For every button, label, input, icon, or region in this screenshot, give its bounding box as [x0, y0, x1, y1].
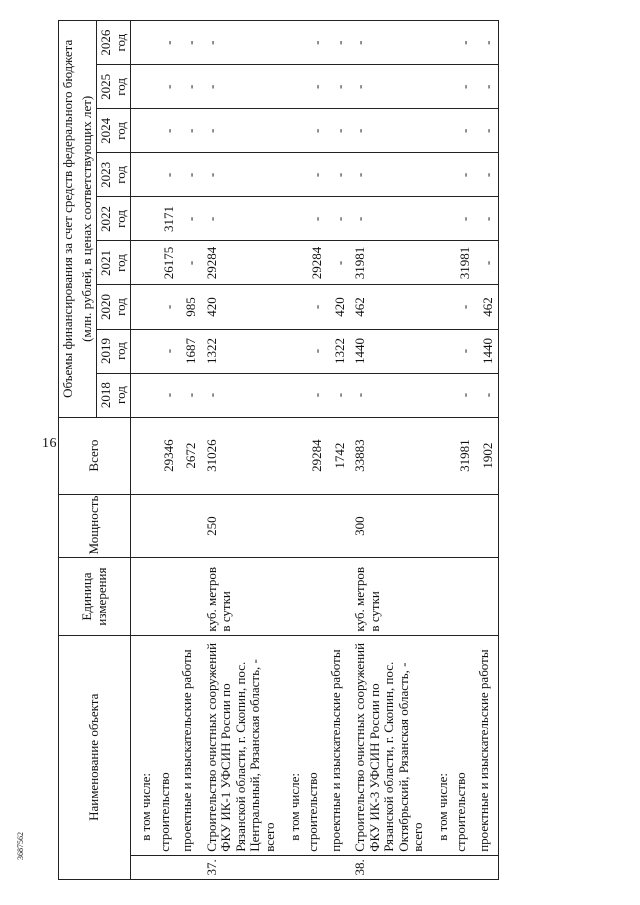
row-year-value: [280, 285, 305, 329]
row-year-value: [131, 373, 156, 417]
row-year-value: [280, 241, 305, 285]
row-year-value: [131, 21, 156, 65]
table-row: [349, 21, 428, 880]
header-year: 2021 год: [97, 241, 131, 285]
row-year-value: [280, 329, 305, 373]
header-year: 2022 год: [97, 197, 131, 241]
row-unit: [475, 558, 498, 635]
row-year-value: [131, 329, 156, 373]
row-total: 2672: [178, 417, 201, 494]
row-year-value: 1322: [201, 329, 280, 373]
row-year-value: -: [304, 65, 327, 109]
header-year: 2023 год: [97, 153, 131, 197]
row-number: [131, 855, 156, 879]
row-name: проектные и изыскательские работы: [327, 635, 350, 855]
row-year-value: [428, 197, 453, 241]
header-unit: Единица измерения: [59, 558, 131, 635]
header-total: Всего: [59, 417, 131, 494]
row-number: [156, 855, 179, 879]
row-year-value: -: [452, 285, 475, 329]
row-name: проектные и изыскательские работы: [178, 635, 201, 855]
row-total: 1902: [475, 417, 498, 494]
row-unit: [428, 558, 453, 635]
row-year-value: [280, 21, 305, 65]
row-year-value: -: [327, 197, 350, 241]
header-funding-subtitle: (млн. рублей, в ценах соответствующих лет): [78, 21, 97, 418]
row-capacity: [452, 494, 475, 558]
row-year-value: -: [452, 109, 475, 153]
row-capacity: [428, 494, 453, 558]
row-year-value: -: [201, 153, 280, 197]
row-number: [304, 855, 327, 879]
row-year-value: -: [349, 197, 428, 241]
header-year: 2024 год: [97, 109, 131, 153]
row-year-value: -: [349, 373, 428, 417]
row-year-value: -: [304, 21, 327, 65]
row-year-value: [428, 329, 453, 373]
row-year-value: 3171: [156, 197, 179, 241]
page-number: 16: [42, 436, 57, 451]
row-unit: [178, 558, 201, 635]
row-year-value: -: [156, 153, 179, 197]
row-year-value: -: [201, 21, 280, 65]
row-number: [428, 855, 453, 879]
row-year-value: [428, 65, 453, 109]
row-year-value: -: [201, 65, 280, 109]
row-number: [327, 855, 350, 879]
row-year-value: 31981: [349, 241, 428, 285]
row-unit: [156, 558, 179, 635]
table-row: [280, 21, 305, 880]
row-capacity: [304, 494, 327, 558]
row-year-value: [428, 241, 453, 285]
row-year-value: -: [156, 65, 179, 109]
row-total: 29284: [304, 417, 327, 494]
row-capacity: [156, 494, 179, 558]
row-capacity: [475, 494, 498, 558]
row-year-value: [280, 153, 305, 197]
row-number: [475, 855, 498, 879]
row-number: 38.: [349, 855, 428, 879]
row-unit: [280, 558, 305, 635]
row-year-value: [280, 373, 305, 417]
row-year-value: -: [475, 197, 498, 241]
row-year-value: 1687: [178, 329, 201, 373]
header-year: 2019 год: [97, 329, 131, 373]
row-total: [428, 417, 453, 494]
row-year-value: [280, 197, 305, 241]
row-year-value: [131, 241, 156, 285]
row-total: 29346: [156, 417, 179, 494]
row-year-value: [428, 109, 453, 153]
row-year-value: -: [178, 21, 201, 65]
row-year-value: -: [327, 65, 350, 109]
row-year-value: 420: [201, 285, 280, 329]
header-year: 2026 год: [97, 21, 131, 65]
row-year-value: [131, 285, 156, 329]
row-year-value: [428, 373, 453, 417]
row-year-value: -: [156, 109, 179, 153]
header-name: Наименование объекта: [59, 635, 131, 879]
row-name: строительство: [304, 635, 327, 855]
row-year-value: -: [304, 153, 327, 197]
row-year-value: 462: [349, 285, 428, 329]
table-row: [452, 21, 475, 880]
header-capacity: Мощность: [59, 494, 131, 558]
row-year-value: -: [201, 109, 280, 153]
row-year-value: 985: [178, 285, 201, 329]
row-year-value: [428, 153, 453, 197]
row-capacity: [131, 494, 156, 558]
row-name: строительство: [452, 635, 475, 855]
row-year-value: -: [452, 373, 475, 417]
row-year-value: -: [452, 65, 475, 109]
row-unit: куб. метров в сутки: [201, 558, 280, 635]
row-total: 1742: [327, 417, 350, 494]
row-name: в том числе:: [428, 635, 453, 855]
row-year-value: -: [452, 153, 475, 197]
row-year-value: [131, 65, 156, 109]
row-capacity: [280, 494, 305, 558]
row-capacity: [327, 494, 350, 558]
row-year-value: 1440: [475, 329, 498, 373]
row-name: в том числе:: [280, 635, 305, 855]
row-name: Строительство очистных сооружений ФКУ ИК-3 УФСИН России по Рязанской области, г. Скопин, пос. Октябрьский, Рязанская область, - всего: [349, 635, 428, 855]
row-number: [178, 855, 201, 879]
row-year-value: -: [178, 109, 201, 153]
row-year-value: -: [475, 241, 498, 285]
row-year-value: -: [452, 329, 475, 373]
row-year-value: 26175: [156, 241, 179, 285]
row-year-value: -: [178, 241, 201, 285]
table-body: [131, 21, 498, 880]
row-year-value: -: [178, 373, 201, 417]
row-unit: [327, 558, 350, 635]
header-year: 2018 год: [97, 373, 131, 417]
row-year-value: -: [178, 65, 201, 109]
row-year-value: 462: [475, 285, 498, 329]
row-year-value: 1322: [327, 329, 350, 373]
header-funding-title: Объемы финансирования за счет средств федерального бюджета: [59, 21, 78, 418]
row-year-value: -: [452, 21, 475, 65]
row-year-value: -: [304, 285, 327, 329]
row-year-value: -: [304, 197, 327, 241]
row-name: в том числе:: [131, 635, 156, 855]
row-year-value: -: [304, 373, 327, 417]
table-row: [327, 21, 350, 880]
row-year-value: -: [475, 153, 498, 197]
row-year-value: 31981: [452, 241, 475, 285]
row-number: 37.: [201, 855, 280, 879]
row-year-value: [280, 65, 305, 109]
row-year-value: -: [156, 285, 179, 329]
row-year-value: -: [475, 373, 498, 417]
row-year-value: [131, 197, 156, 241]
row-year-value: 29284: [304, 241, 327, 285]
row-year-value: 420: [327, 285, 350, 329]
row-capacity: 250: [201, 494, 280, 558]
row-number: [280, 855, 305, 879]
row-year-value: -: [178, 197, 201, 241]
row-capacity: 300: [349, 494, 428, 558]
table-row: [178, 21, 201, 880]
row-year-value: [131, 109, 156, 153]
funding-table: [58, 20, 499, 880]
header-year: 2020 год: [97, 285, 131, 329]
row-capacity: [178, 494, 201, 558]
table-row: [475, 21, 498, 880]
row-year-value: -: [349, 109, 428, 153]
row-unit: [304, 558, 327, 635]
row-number: [452, 855, 475, 879]
row-year-value: -: [475, 109, 498, 153]
row-year-value: 1440: [349, 329, 428, 373]
row-total: 33883: [349, 417, 428, 494]
row-year-value: -: [475, 65, 498, 109]
rotated-page: [58, 0, 638, 880]
table-row: [428, 21, 453, 880]
row-year-value: -: [349, 21, 428, 65]
table-row: [304, 21, 327, 880]
row-year-value: -: [327, 241, 350, 285]
row-unit: куб. метров в сутки: [349, 558, 428, 635]
row-year-value: -: [201, 373, 280, 417]
table-row: [131, 21, 156, 880]
row-year-value: -: [156, 373, 179, 417]
row-year-value: -: [327, 21, 350, 65]
table-header: [59, 21, 131, 880]
row-total: 31026: [201, 417, 280, 494]
row-year-value: -: [327, 153, 350, 197]
row-year-value: [428, 21, 453, 65]
row-total: [131, 417, 156, 494]
row-unit: [452, 558, 475, 635]
row-year-value: -: [178, 153, 201, 197]
row-year-value: -: [304, 109, 327, 153]
row-name: проектные и изыскательские работы: [475, 635, 498, 855]
header-year: 2025 год: [97, 65, 131, 109]
row-year-value: [131, 153, 156, 197]
row-year-value: [280, 109, 305, 153]
row-year-value: -: [475, 21, 498, 65]
row-name: строительство: [156, 635, 179, 855]
row-year-value: -: [452, 197, 475, 241]
row-name: Строительство очистных сооружений ФКУ ИК-1 УФСИН России по Рязанской области, г. Скопин, пос. Центральный, Рязанская область, - всего: [201, 635, 280, 855]
row-total: [280, 417, 305, 494]
row-year-value: -: [304, 329, 327, 373]
document-code: 3687562: [16, 832, 25, 860]
row-year-value: -: [201, 197, 280, 241]
row-year-value: [428, 285, 453, 329]
row-year-value: -: [349, 65, 428, 109]
row-year-value: -: [327, 109, 350, 153]
row-total: 31981: [452, 417, 475, 494]
row-year-value: -: [327, 373, 350, 417]
row-year-value: -: [156, 329, 179, 373]
row-year-value: -: [349, 153, 428, 197]
row-unit: [131, 558, 156, 635]
row-year-value: -: [156, 21, 179, 65]
table-row: [201, 21, 280, 880]
row-year-value: 29284: [201, 241, 280, 285]
table-row: [156, 21, 179, 880]
